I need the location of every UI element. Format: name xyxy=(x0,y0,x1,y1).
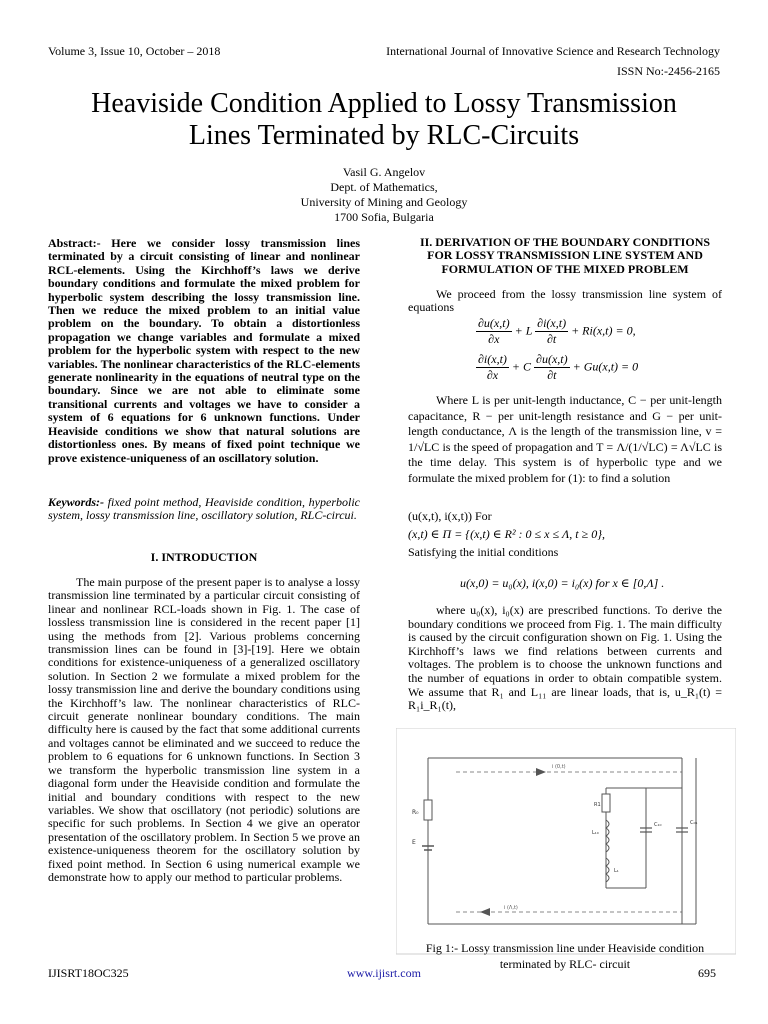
eq1-tail: + Ri(x,t) = 0, xyxy=(568,323,636,338)
paper-id: IJISRT18OC325 xyxy=(48,966,129,980)
section2-heading xyxy=(408,236,722,276)
keywords-label: Keywords:- xyxy=(48,495,104,509)
figure-caption-line1: Fig 1:- Lossy transmission line under Heaviside condition xyxy=(425,941,705,955)
figure-caption-line2: terminated by RLC- circuit xyxy=(499,957,631,971)
e-label: E xyxy=(412,839,416,846)
volume-info: Volume 3, Issue 10, October – 2018 xyxy=(48,44,221,58)
issn: ISSN No:-2456-2165 xyxy=(616,64,720,78)
l1-label: L₁ xyxy=(614,868,619,874)
page-number: 695 xyxy=(698,966,716,980)
eq2-frac-1: $\frac{\partial i(x,t)}{\partial x}$ xyxy=(478,352,507,382)
author-block xyxy=(200,165,568,225)
circuit-diagram xyxy=(396,728,736,956)
solution-pair: (u(x,t), i(x,t)) For xyxy=(408,509,492,523)
current-arrow-top xyxy=(536,768,546,776)
section2-paragraph-2: Where L is per unit-length inductance, C − per unit-length capacitance, R − per unit-length resistance and G − per unit-length conductance, Λ is the length of the transmission line, v = 1/√LC is the speed of propagation and T = Λ/(1/√LC) = Λ√LC is the time delay. This system is of hyperbolic type and we formulate the mixed problem for (1): to find a solution xyxy=(408,393,722,485)
author-dept: Dept. of Mathematics, xyxy=(330,180,438,194)
top-current-label: i (0,t) xyxy=(552,764,566,770)
intro-heading: I. INTRODUCTION xyxy=(150,550,258,564)
journal-link[interactable]: www.ijisrt.com xyxy=(347,966,421,980)
keywords-text: fixed point method, Heaviside condition, hyperbolic system, lossy transmission line, oscillatory solution, RLC-circui. xyxy=(48,495,360,523)
r1-resistor xyxy=(602,794,610,812)
author-city: 1700 Sofia, Bulgaria xyxy=(334,210,434,224)
abstract xyxy=(48,237,360,465)
c10-label: C₁₀ xyxy=(654,822,662,828)
section2-heading-line2: FOR LOSSY TRANSMISSION LINE SYSTEM AND xyxy=(427,248,703,263)
author-university: University of Mining and Geology xyxy=(300,195,468,209)
title-line-1: Heaviside Condition Applied to Lossy Transmission xyxy=(91,88,677,119)
r0-label: R₀ xyxy=(412,809,419,816)
equation-3: u(x,0) = u₀(x), i(x,0) = i₀(x) for x ∈ [0,Λ] . xyxy=(460,576,665,590)
eq1-frac-1: $\frac{\partial u(x,t)}{\partial x}$ xyxy=(478,316,510,346)
keywords xyxy=(48,496,360,523)
equation-1: $\frac{\partial u(x,t)}{\partial x}$ + L $\frac{\partial i(x,t)}{\partial t}$ + Ri(x,t) = 0, xyxy=(478,316,636,346)
abstract-label: Abstract:- xyxy=(48,236,101,250)
author-name: Vasil G. Angelov xyxy=(342,165,426,179)
title-line-2: Lines Terminated by RLC-Circuits xyxy=(188,120,580,151)
current-arrow-bottom xyxy=(480,908,490,916)
figure-border xyxy=(396,728,736,954)
c01-label: C₀₁ xyxy=(690,820,698,826)
journal-name: International Journal of Innovative Science and Research Technology xyxy=(386,44,720,58)
section2-paragraph-3: where u₀(x), i₀(x) are prescribed functions. To derive the boundary conditions we proceed from Fig. 1. The main difficulty is caused by the circuit configuration shown on Fig. 1. Using the Kirchhoff’s laws we find relations between currents and voltages. The problem is to choose the unknown functions and the number of equations in order to obtain compatible system. We assume that R₁ and L₁₁ are linear loads, that is, u_R₁(t) = R₁i_R₁(t), xyxy=(408,603,722,713)
r0-resistor xyxy=(424,800,432,820)
eq2-frac-2: $\frac{\partial u(x,t)}{\partial t}$ xyxy=(536,352,568,382)
domain-definition: (x,t) ∈ Π = {(x,t) ∈ R² : 0 ≤ x ≤ Λ, t ≥ 0}, xyxy=(408,527,606,541)
eq2-tail: + Gu(x,t) = 0 xyxy=(569,359,639,374)
initial-conditions-label: Satisfying the initial conditions xyxy=(408,545,559,559)
section2-heading-line3: FORMULATION OF THE MIXED PROBLEM xyxy=(441,261,689,276)
r1-label: R1 xyxy=(594,802,601,808)
l10-label: L₁₀ xyxy=(592,830,599,836)
equation-2: $\frac{\partial i(x,t)}{\partial x}$ + C $\frac{\partial u(x,t)}{\partial t}$ + Gu(x,t) = 0 xyxy=(478,352,639,382)
paper-title xyxy=(40,88,728,152)
section2-heading-line1: II. DERIVATION OF THE BOUNDARY CONDITIONS xyxy=(419,235,711,249)
figure-caption xyxy=(408,940,722,972)
eq1-frac-2: $\frac{\partial i(x,t)}{\partial t}$ xyxy=(537,316,567,346)
bottom-current-label: i (Λ,t) xyxy=(504,905,518,911)
figure-1 xyxy=(396,728,736,956)
abstract-text: Here we consider lossy transmission lines terminated by a circuit consisting of linear and nonlinear RCL-elements. Using the Kirchhoff’s laws we derive boundary conditions and formulate the mixed problem for hyperbolic system describing the lossy transmission line. Then we reduce the mixed problem to an initial value problem on the boundary. To obtain a distortionless propagation we change variables and formulate a mixed problem for the hyperbolic system with respect to the new variables. The nonlinear characteristics of the RLC-elements generate nonlinearity in the equations of neutral type on the boundary. Since we are not able to eliminate some transitional currents and voltages we have to consider a system of 6 equations for 6 unknown functions. Under Heaviside conditions we show that natural solutions are distortionless ones. By means of fixed point technique we prove existence-uniqueness of an oscillatory solution. xyxy=(48,236,360,465)
intro-paragraph: The main purpose of the present paper is to analyse a lossy transmission line terminated by a particular circuit consisting of linear and nonlinear RCL-loads shown in Fig. 1. The case of lossless transmission line is considered in the recent paper [1] using the methods from [2]. Various problems concerning transmission lines can be found in [3]-[19]. Here we obtain conditions for existence-uniqueness of a generalized oscillatory solution. In Section 2 we formulate a mixed problem for the lossy transmission line and derive the boundary conditions using the Kirchhoff’s law. The nonlinear characteristics of RLC- circuit generate nonlinear boundary conditions. The main difficulty here is caused by the fact that some additional currents and voltages cannot be eliminated and we succeed to reduce the problem to 6 equations for 6 unknown functions. In Section 3 we transform the hyperbolic transmission line system in a diagonal form under the Heaviside condition and formulate the initial and boundary conditions with respect to the new variables. We show that oscillatory (not periodic) solutions are specific for such problems. In Section 4 we give an operator presentation of the oscillatory problem. In Section 5 we prove an existence-uniqueness theorem for the oscillatory solution by fixed point method. In Section 6 using numerical example we demonstrate how to apply our method to particular problems. xyxy=(48,575,360,884)
section2-paragraph-1: We proceed from the lossy transmission line system of equations xyxy=(408,287,722,315)
